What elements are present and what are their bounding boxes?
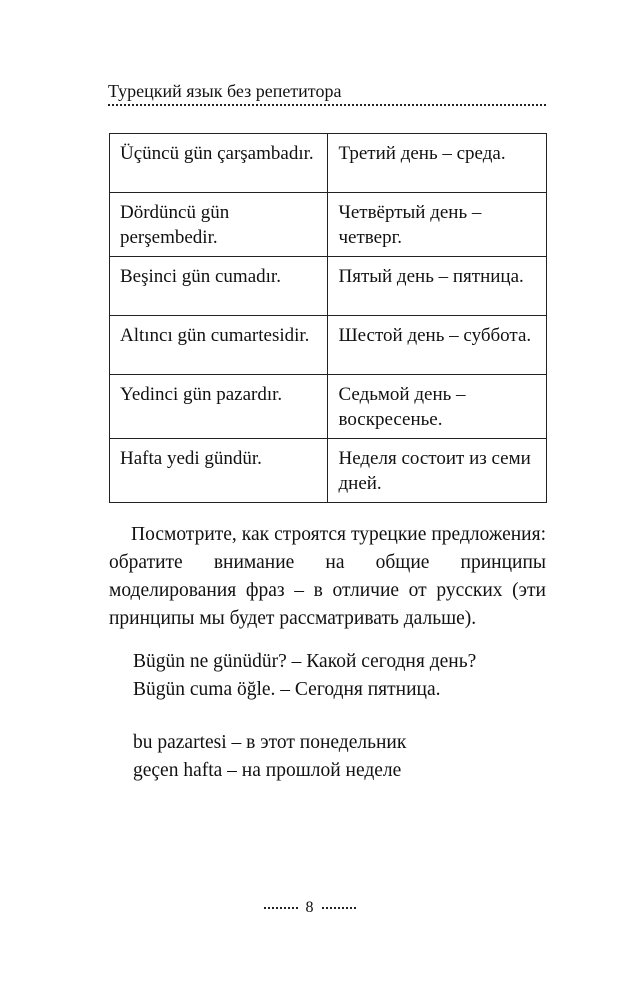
page-footer (0, 898, 619, 918)
example-sentence: Bügün cuma öğle. – Сегодня пятница. (133, 679, 441, 700)
explanation-paragraph: Посмотрите, как строятся турецкие предложения: обратите внимание на общие принципы моделирования фраз – в отличие от русских (эти принципы мы будет рассматривать дальше). (109, 524, 546, 629)
footer-dots-right (322, 907, 356, 909)
header-dotted-rule (108, 104, 546, 106)
page-number: 8 (305, 899, 314, 916)
footer-dots-left (264, 907, 298, 909)
russian-cell: Четвёртый день – четверг. (328, 193, 547, 257)
turkish-cell: Beşinci gün cumadır. (110, 257, 328, 316)
phrase-line: bu pazartesi – в этот понедельник (133, 732, 407, 753)
russian-cell: Неделя состоит из семи дней. (328, 439, 547, 503)
turkish-cell: Hafta yedi gündür. (110, 439, 328, 503)
russian-cell: Пятый день – пятница. (328, 257, 547, 316)
turkish-cell: Yedinci gün pazardır. (110, 375, 328, 439)
table-row (110, 257, 547, 316)
table-row (110, 439, 547, 503)
table-row (110, 375, 547, 439)
russian-cell: Седьмой день – воскресенье. (328, 375, 547, 439)
russian-cell: Шестой день – суббота. (328, 316, 547, 375)
example-sentence: Bügün ne günüdür? – Какой сегодня день? (133, 651, 477, 672)
vocabulary-table (109, 133, 547, 503)
running-header: Турецкий язык без репетитора (108, 81, 342, 101)
russian-cell: Третий день – среда. (328, 134, 547, 193)
phrase-line: geçen hafta – на прошлой неделе (133, 760, 402, 781)
turkish-cell: Üçüncü gün çarşambadır. (110, 134, 328, 193)
table-row (110, 134, 547, 193)
turkish-cell: Dördüncü gün perşembedir. (110, 193, 328, 257)
turkish-cell: Altıncı gün cumartesidir. (110, 316, 328, 375)
table-row (110, 316, 547, 375)
table-row (110, 193, 547, 257)
